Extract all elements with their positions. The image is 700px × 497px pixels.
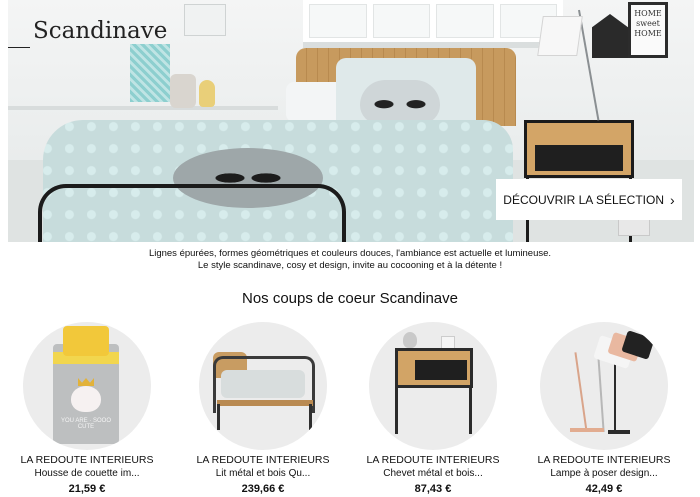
- discover-selection-label: DÉCOUVRIR LA SÉLECTION: [503, 192, 665, 207]
- product-name[interactable]: Chevet métal et bois...: [383, 468, 483, 479]
- product-price: 21,59 €: [68, 483, 106, 495]
- product-image[interactable]: [369, 322, 497, 450]
- product-card[interactable]: [348, 322, 518, 497]
- hero-lamp-shade: [537, 16, 583, 56]
- hero-jar: [170, 74, 196, 108]
- hero-nightstand: [524, 120, 634, 178]
- hero-banner[interactable]: [8, 0, 694, 242]
- product-brand: LA REDOUTE INTERIEURS: [196, 454, 330, 466]
- title-rule: [8, 47, 30, 48]
- product-brand: LA REDOUTE INTERIEURS: [537, 454, 671, 466]
- product-price: 42,49 €: [585, 483, 623, 495]
- hero-bed-frame: [38, 184, 346, 242]
- hero-bunting-frame: [184, 4, 226, 36]
- intro-text: [0, 248, 700, 272]
- product-image[interactable]: [540, 322, 668, 450]
- chevron-right-icon: ›: [670, 191, 675, 208]
- discover-selection-button[interactable]: [496, 179, 682, 220]
- hero-window: [303, 0, 563, 48]
- hero-poster: [130, 44, 170, 102]
- hero-pineapple-decor: [199, 80, 215, 107]
- product-list: [0, 322, 700, 497]
- product-name[interactable]: Lampe à poser design...: [550, 468, 658, 479]
- product-price: 87,43 €: [414, 483, 452, 495]
- product-brand: LA REDOUTE INTERIEURS: [20, 454, 154, 466]
- page-title: Scandinave: [33, 18, 168, 44]
- product-image[interactable]: [199, 322, 327, 450]
- product-image[interactable]: [23, 322, 151, 450]
- product-brand: LA REDOUTE INTERIEURS: [366, 454, 500, 466]
- product-name[interactable]: Housse de couette im...: [34, 468, 140, 479]
- hero-shelf: [8, 106, 278, 110]
- product-card[interactable]: [178, 322, 348, 497]
- hero-home-sign: HOME sweet HOME: [628, 2, 668, 58]
- product-card[interactable]: [2, 322, 172, 497]
- intro-line: Le style scandinave, cosy et design, invite au cocooning et à la détente !: [197, 260, 503, 271]
- product-name[interactable]: Lit métal et bois Qu...: [215, 468, 311, 479]
- product-card[interactable]: [519, 322, 689, 497]
- intro-line: Lignes épurées, formes géométriques et couleurs douces, l'ambiance est actuelle et lumineuse.: [148, 248, 552, 259]
- product-image-print: YOU ARE · SOOO CUTE: [60, 418, 111, 430]
- section-title: Nos coups de coeur Scandinave: [242, 290, 458, 307]
- product-price: 239,66 €: [241, 483, 285, 495]
